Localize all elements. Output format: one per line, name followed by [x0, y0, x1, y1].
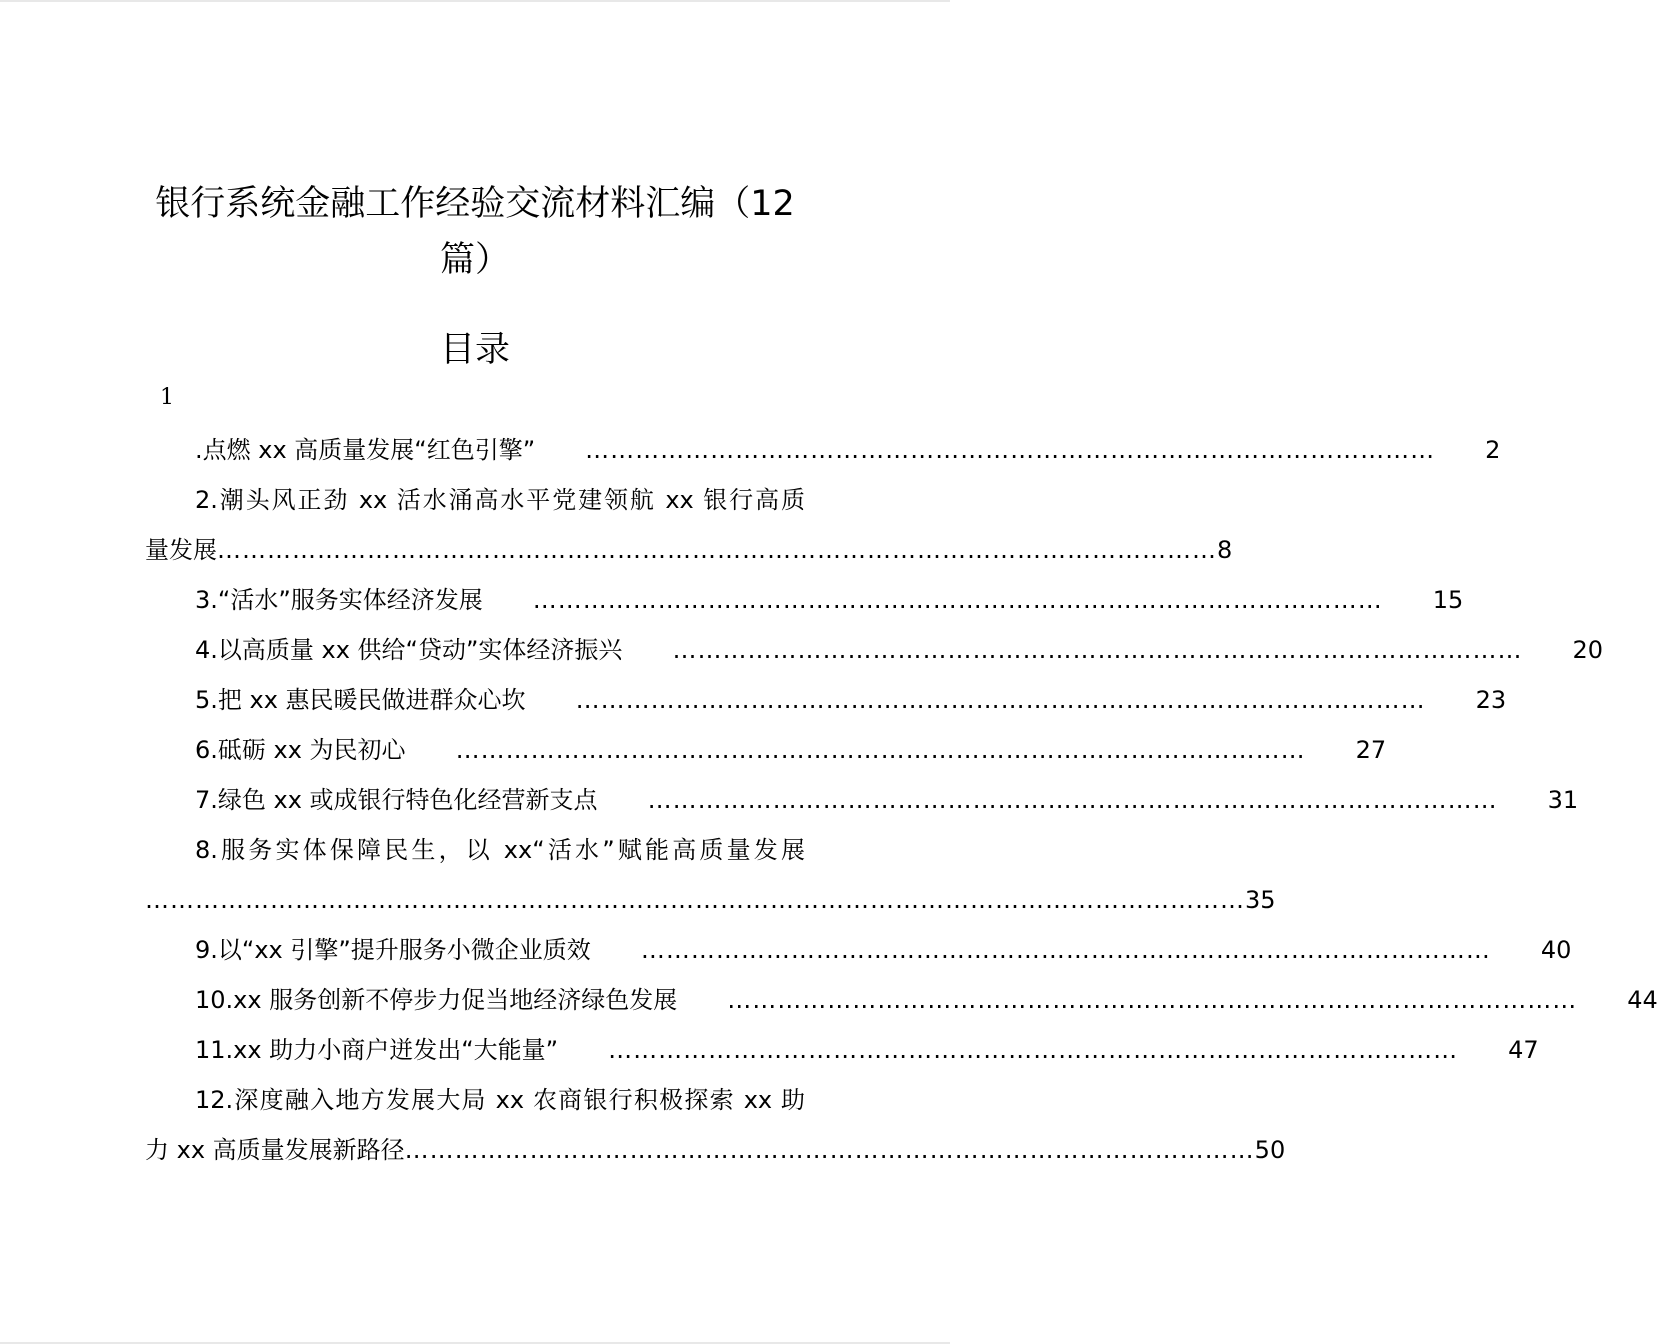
toc-leader-dots: ………………………………………………………………………………………… — [455, 736, 1306, 764]
toc-entry-7[interactable] — [145, 775, 1579, 825]
toc-page-number: 50 — [1254, 1136, 1286, 1164]
toc-entry-title-line-1: 12.深度融入地方发展大局 xx 农商银行积极探索 xx 助 — [195, 1086, 805, 1114]
toc-leader-dots: ………………………………………………………………………………………… — [727, 986, 1578, 1014]
toc-entry-title: 6.砥砺 xx 为民初心 — [195, 736, 406, 764]
toc-page-number: 20 — [1572, 636, 1603, 664]
toc-leader-dots: …………………………………………………………………………………………………………………… — [145, 886, 1245, 914]
document-title-line-2: 篇） — [439, 240, 510, 280]
toc-entry-title: 10.xx 服务创新不停步力促当地经济绿色发展 — [195, 986, 678, 1014]
toc-entry-12[interactable] — [145, 1075, 1286, 1175]
toc-leader-dots: ………………………………………………………………………………………… — [532, 586, 1383, 614]
toc-entry-4[interactable] — [145, 625, 1603, 675]
toc-entry-title-line-1: 8.服务实体保障民生，以 xx“活水”赋能高质量发展 — [195, 836, 805, 864]
toc-entry-9[interactable] — [145, 925, 1572, 975]
toc-entry-3[interactable] — [145, 575, 1464, 625]
toc-entry-1[interactable] — [145, 425, 1501, 475]
toc-entry-title: 9.以“xx 引擎”提升服务小微企业质效 — [195, 936, 591, 964]
toc-page-number: 2 — [1485, 436, 1501, 464]
table-of-contents — [145, 425, 1658, 1175]
toc-leader-dots: ………………………………………………………………………………………… — [585, 436, 1436, 464]
toc-page-number: 44 — [1627, 986, 1658, 1014]
toc-page-number: 35 — [1245, 886, 1276, 914]
toc-entry-title: 3.“活水”服务实体经济发展 — [195, 586, 483, 614]
toc-entry-title: .点燃 xx 高质量发展“红色引擎” — [195, 436, 536, 464]
toc-entry-5[interactable] — [145, 675, 1507, 725]
toc-entry-title-line-1: 2.潮头风正劲 xx 活水涌高水平党建领航 xx 银行高质 — [195, 486, 805, 514]
toc-leader-dots: ………………………………………………………………………………………… — [672, 636, 1523, 664]
toc-entry-title: 4.以高质量 xx 供给“贷动”实体经济振兴 — [195, 636, 623, 664]
toc-heading: 目录 — [439, 330, 510, 370]
toc-entry-10[interactable] — [145, 975, 1658, 1025]
toc-entry-title-line-2: 量发展 — [145, 536, 217, 564]
toc-entry-11[interactable] — [145, 1025, 1539, 1075]
page-marker: 1 — [160, 385, 174, 410]
toc-page-number: 47 — [1508, 1036, 1539, 1064]
document-title-line-1: 银行系统金融工作经验交流材料汇编（12 — [155, 184, 795, 224]
toc-page-number: 40 — [1540, 936, 1572, 964]
toc-page-number: 8 — [1217, 536, 1233, 564]
toc-entry-title: 11.xx 助力小商户迸发出“大能量” — [195, 1036, 559, 1064]
toc-entry-title: 7.绿色 xx 或成银行特色化经营新支点 — [195, 786, 598, 814]
toc-leader-dots: ………………………………………………………………………………………… — [608, 1036, 1459, 1064]
toc-page-number: 23 — [1475, 686, 1507, 714]
document-title — [145, 176, 805, 288]
toc-leader-dots: ………………………………………………………………………………………… — [404, 1136, 1255, 1164]
toc-entry-8[interactable] — [145, 825, 1276, 925]
toc-leader-dots: ………………………………………………………………………………………… — [647, 786, 1498, 814]
toc-leader-dots: ………………………………………………………………………………………… — [640, 936, 1491, 964]
toc-page-number: 15 — [1432, 586, 1464, 614]
toc-leader-dots: ………………………………………………………………………………………… — [575, 686, 1426, 714]
toc-entry-6[interactable] — [145, 725, 1387, 775]
toc-entry-2[interactable] — [145, 475, 1233, 575]
toc-page-number: 27 — [1355, 736, 1387, 764]
toc-page-number: 31 — [1547, 786, 1579, 814]
top-rule — [0, 0, 950, 2]
toc-entry-title: 5.把 xx 惠民暖民做进群众心坎 — [195, 686, 526, 714]
toc-entry-title-line-2: 力 xx 高质量发展新路径 — [145, 1136, 405, 1164]
toc-leader-dots: ………………………………………………………………………………………………………… — [217, 536, 1217, 564]
